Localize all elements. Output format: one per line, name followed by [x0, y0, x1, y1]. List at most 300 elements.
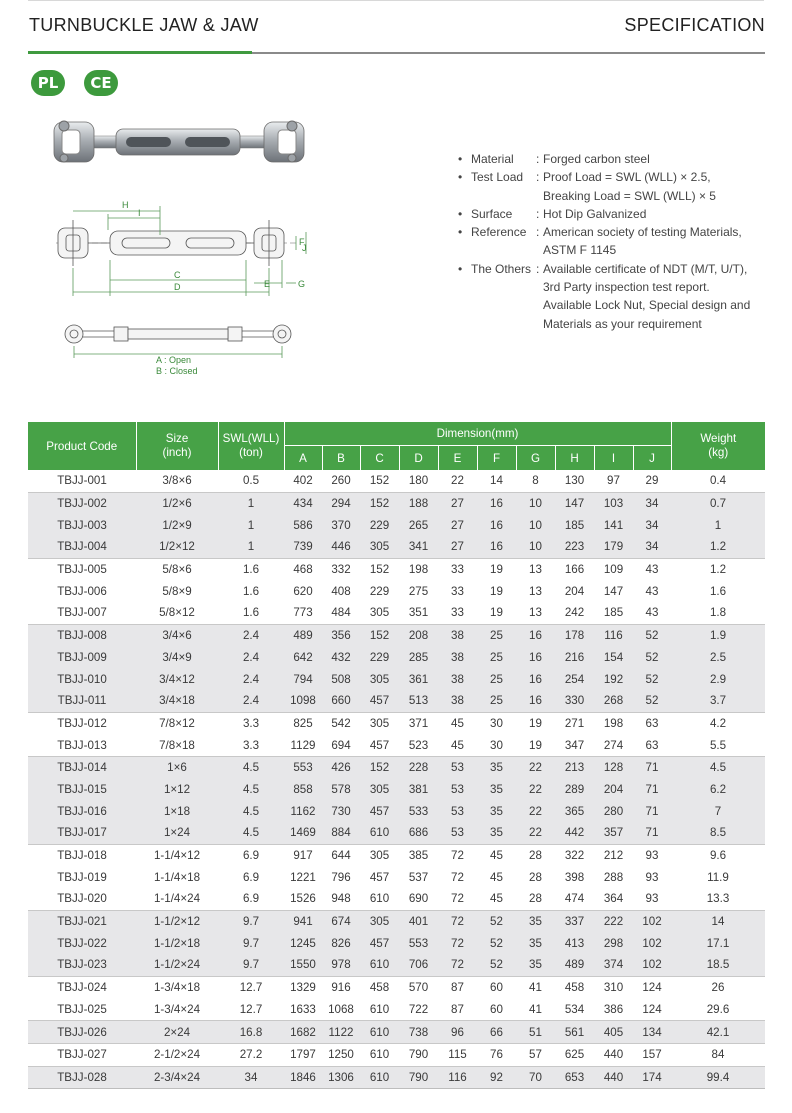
table-cell: 6.2	[671, 779, 765, 801]
table-cell: 52	[477, 932, 516, 954]
spec-item-continued	[458, 315, 788, 333]
table-cell: 660	[322, 690, 360, 712]
table-cell: 204	[564, 584, 585, 598]
spec-colon	[536, 278, 543, 296]
table-cell: 457	[360, 690, 399, 712]
table-cell: 298	[594, 932, 633, 954]
table-cell: 1-3/4×18	[136, 976, 218, 998]
table-cell: 578	[322, 779, 360, 801]
table-cell: 30	[477, 712, 516, 734]
table-cell: TBJJ-010	[28, 668, 136, 690]
table-cell: 275	[408, 584, 429, 598]
dim-label-c: C	[174, 270, 181, 280]
table-cell: 365	[555, 800, 594, 822]
table-cell: 72	[438, 910, 477, 932]
table-row	[28, 1021, 765, 1044]
table-cell: TBJJ-007	[57, 606, 107, 620]
table-cell: 310	[594, 976, 633, 998]
table-cell: 87	[438, 976, 477, 998]
turnbuckle-illustration	[40, 110, 310, 380]
table-cell: 13	[529, 606, 542, 620]
table-cell: 12.7	[218, 976, 284, 998]
table-cell: 134	[633, 1021, 671, 1044]
table-cell: 2.4	[218, 647, 284, 669]
table-cell: 457	[360, 800, 399, 822]
table-cell: 1797	[284, 1043, 322, 1066]
table-row	[28, 580, 765, 602]
table-cell: 489	[284, 624, 322, 646]
spec-label: Material	[471, 152, 514, 166]
table-cell: 2×24	[136, 1021, 218, 1044]
table-cell: 4.5	[218, 800, 284, 822]
table-cell: TBJJ-015	[28, 779, 136, 801]
table-row	[28, 536, 765, 558]
table-cell: 71	[633, 779, 671, 801]
table-cell: 38	[438, 624, 477, 646]
table-cell: 185	[603, 606, 624, 620]
table-row	[28, 822, 765, 844]
table-cell: 796	[331, 870, 351, 884]
table-cell: 35	[516, 910, 555, 932]
table-cell: 166	[555, 558, 594, 580]
table-cell: 30	[490, 738, 503, 752]
table-cell: 586	[284, 514, 322, 536]
spec-value: Proof Load = SWL (WLL) × 2.5,	[543, 170, 711, 185]
table-cell: TBJJ-014	[28, 756, 136, 778]
table-cell: 426	[322, 756, 360, 778]
table-row	[28, 734, 765, 756]
page-title: TURNBUCKLE JAW & JAW	[29, 15, 259, 35]
table-cell: 3/4×6	[136, 624, 218, 646]
table-cell: 474	[564, 892, 585, 906]
table-cell: 29	[645, 474, 659, 488]
table-cell: 26	[671, 976, 765, 998]
table-row	[28, 647, 765, 669]
table-cell: 0.4	[709, 474, 727, 488]
table-cell: 288	[603, 870, 624, 884]
table-cell: 35	[477, 822, 516, 844]
table-cell: 1068	[328, 1002, 354, 1016]
table-cell: 38	[438, 668, 477, 690]
bullet	[458, 241, 471, 259]
table-cell: 5/8×6	[136, 558, 218, 580]
table-cell: 610	[360, 822, 399, 844]
table-cell: 60	[477, 976, 516, 998]
table-cell: 2.4	[218, 624, 284, 646]
table-cell: 405	[594, 1021, 633, 1044]
table-cell: 27.2	[218, 1043, 284, 1066]
table-cell: 1221	[290, 870, 316, 884]
table-cell: 19	[477, 558, 516, 580]
table-cell: 13.3	[706, 892, 730, 906]
table-cell: 1846	[284, 1066, 322, 1089]
table-cell: 180	[408, 474, 429, 488]
table-cell: 45	[490, 892, 503, 906]
table-cell: 738	[399, 1021, 438, 1044]
table-cell: 152	[360, 624, 399, 646]
table-row	[28, 492, 765, 514]
table-cell: 53	[438, 822, 477, 844]
table-cell: 72	[451, 892, 464, 906]
table-cell: 22	[516, 822, 555, 844]
table-row	[28, 624, 765, 646]
table-cell: 242	[564, 606, 585, 620]
table-cell: 4.5	[218, 756, 284, 778]
table-cell: 7/8×18	[159, 738, 195, 752]
table-cell: 537	[408, 870, 429, 884]
table-cell: 174	[633, 1066, 671, 1089]
table-cell: TBJJ-018	[28, 844, 136, 866]
table-cell: 6.9	[242, 892, 260, 906]
table-cell: 351	[408, 606, 429, 620]
table-cell: 884	[322, 822, 360, 844]
table-cell: 72	[438, 932, 477, 954]
table-row	[28, 800, 765, 822]
legend-open: A : Open	[156, 355, 192, 365]
spec-label: Surface	[471, 206, 513, 221]
table-cell: TBJJ-013	[57, 738, 107, 752]
turnbuckle-photo	[54, 121, 304, 162]
spec-item	[458, 168, 788, 186]
spec-colon	[536, 241, 543, 259]
spec-colon: :	[536, 170, 540, 185]
header-dim-f: F	[477, 446, 516, 471]
table-cell: 2.5	[671, 647, 765, 669]
table-row	[28, 712, 765, 734]
table-row	[28, 602, 765, 624]
table-row	[28, 756, 765, 778]
table-cell: 4.2	[671, 712, 765, 734]
table-cell: 1122	[322, 1021, 360, 1044]
table-cell: 124	[633, 976, 671, 998]
table-cell: TBJJ-016	[28, 800, 136, 822]
table-cell: 1-1/2×18	[136, 932, 218, 954]
ce-certification-badge: CE	[84, 70, 118, 96]
table-cell: 370	[322, 514, 360, 536]
table-cell: 3/4×9	[136, 647, 218, 669]
table-cell: 52	[477, 954, 516, 976]
table-cell: 653	[555, 1066, 594, 1089]
table-cell: 305	[360, 910, 399, 932]
spec-value: Hot Dip Galvanized	[543, 206, 647, 221]
table-cell: 3/4×12	[136, 668, 218, 690]
header-weight: Weight (kg)	[671, 422, 765, 470]
spec-colon	[536, 187, 543, 205]
table-cell: 7/8×12	[136, 712, 218, 734]
table-cell: 1.8	[709, 606, 727, 620]
table-cell: 130	[564, 474, 585, 488]
spec-item-continued	[458, 278, 788, 296]
table-cell: 1-1/2×24	[136, 954, 218, 976]
table-cell: 625	[555, 1043, 594, 1066]
spec-value: Available certificate of NDT (M/T, U/T),	[543, 261, 748, 276]
table-cell: 204	[594, 779, 633, 801]
table-cell: 72	[451, 870, 464, 884]
table-cell: 92	[477, 1066, 516, 1089]
table-cell: 690	[408, 892, 429, 906]
table-cell: 28	[529, 892, 542, 906]
table-cell: 185	[555, 514, 594, 536]
header-swl: SWL(WLL) (ton)	[218, 422, 284, 470]
table-cell: 22	[516, 779, 555, 801]
table-cell: 374	[594, 954, 633, 976]
table-cell: TBJJ-004	[28, 536, 136, 558]
spec-value: 3rd Party inspection test report.	[543, 280, 710, 295]
table-cell: 468	[284, 558, 322, 580]
table-cell: 22	[516, 756, 555, 778]
header-dim-g: G	[516, 446, 555, 471]
table-cell: 730	[322, 800, 360, 822]
table-cell: 10	[516, 536, 555, 558]
table-cell: 458	[555, 976, 594, 998]
table-cell: 280	[594, 800, 633, 822]
table-cell: 16	[477, 536, 516, 558]
spec-label: Test Load	[471, 170, 524, 185]
table-row	[28, 999, 765, 1021]
table-cell: 43	[633, 558, 671, 580]
table-cell: 27	[438, 536, 477, 558]
table-cell: 17.1	[671, 932, 765, 954]
table-cell: 610	[360, 1043, 399, 1066]
table-cell: 38	[438, 647, 477, 669]
table-cell: 33	[451, 606, 464, 620]
table-cell: 63	[633, 712, 671, 734]
table-cell: 1098	[284, 690, 322, 712]
dim-label-h: H	[122, 200, 129, 210]
table-cell: 22	[516, 800, 555, 822]
table-cell: TBJJ-022	[28, 932, 136, 954]
table-cell: 337	[555, 910, 594, 932]
table-cell: 27	[438, 514, 477, 536]
table-cell: 71	[633, 822, 671, 844]
table-cell: 3.3	[218, 712, 284, 734]
table-cell: 70	[516, 1066, 555, 1089]
table-cell: 45	[477, 844, 516, 866]
table-cell: 1.6	[709, 584, 727, 598]
table-cell: 152	[360, 492, 399, 514]
table-cell: 706	[399, 954, 438, 976]
table-cell: 198	[594, 712, 633, 734]
table-cell: 644	[322, 844, 360, 866]
table-cell: 542	[322, 712, 360, 734]
table-cell: 401	[399, 910, 438, 932]
table-cell: 5/8×9	[162, 584, 192, 598]
title-underline-accent	[28, 51, 252, 54]
table-cell: 508	[322, 668, 360, 690]
table-cell: 305	[369, 606, 390, 620]
table-cell: 916	[322, 976, 360, 998]
table-cell: 43	[645, 606, 659, 620]
table-cell: 457	[360, 932, 399, 954]
spec-value: Breaking Load = SWL (WLL) × 5	[543, 188, 716, 203]
table-cell: 440	[594, 1066, 633, 1089]
header-dim-d: D	[399, 446, 438, 471]
table-cell: 198	[399, 558, 438, 580]
spec-colon: :	[536, 225, 540, 240]
table-cell: 43	[645, 584, 659, 598]
pl-certification-badge: PL	[31, 70, 65, 96]
spec-label	[471, 241, 536, 259]
table-cell: 432	[322, 647, 360, 669]
table-cell: 523	[408, 738, 429, 752]
table-cell: 97	[607, 474, 620, 488]
table-cell: 16	[516, 647, 555, 669]
table-cell: TBJJ-027	[28, 1043, 136, 1066]
table-cell: 11.9	[707, 870, 729, 884]
spec-value: ASTM F 1145	[543, 243, 617, 258]
table-cell: 305	[360, 712, 399, 734]
table-cell: 29.6	[706, 1002, 730, 1016]
table-cell: 722	[408, 1002, 429, 1016]
table-cell: 66	[477, 1021, 516, 1044]
table-cell: TBJJ-006	[57, 584, 107, 598]
spec-colon: :	[536, 152, 540, 166]
spec-item	[458, 223, 788, 241]
table-cell: 457	[369, 870, 390, 884]
spec-label: Reference	[471, 225, 527, 240]
table-cell: 739	[284, 536, 322, 558]
table-cell: 25	[477, 647, 516, 669]
table-cell: 458	[360, 976, 399, 998]
table-cell: 7	[671, 800, 765, 822]
table-cell: 332	[322, 558, 360, 580]
table-cell: 1.9	[671, 624, 765, 646]
table-cell: 52	[633, 668, 671, 690]
table-cell: 790	[399, 1066, 438, 1089]
table-cell: 93	[633, 844, 671, 866]
header-dim-c: C	[360, 446, 399, 471]
table-cell: 63	[645, 738, 659, 752]
table-cell: 3.7	[671, 690, 765, 712]
table-cell: 825	[284, 712, 322, 734]
spec-item	[458, 260, 788, 278]
table-cell: 917	[284, 844, 322, 866]
table-cell: 1×24	[136, 822, 218, 844]
dim-label-e: E	[264, 279, 271, 289]
table-cell: 9.7	[218, 932, 284, 954]
table-cell: 19	[490, 606, 503, 620]
table-cell: 216	[555, 647, 594, 669]
table-cell: 553	[284, 756, 322, 778]
table-cell: 1	[218, 536, 284, 558]
table-cell: 513	[399, 690, 438, 712]
bullet: •	[458, 152, 463, 166]
table-cell: 9.7	[218, 954, 284, 976]
table-cell: 87	[451, 1002, 464, 1016]
table-cell: 0.7	[671, 492, 765, 514]
table-row	[28, 558, 765, 580]
spec-item-continued	[458, 241, 788, 259]
spec-label	[471, 315, 536, 333]
table-cell: 60	[490, 1002, 503, 1016]
table-cell: 34	[633, 492, 671, 514]
table-cell: 341	[399, 536, 438, 558]
table-cell: 941	[284, 910, 322, 932]
table-cell: 1162	[284, 800, 322, 822]
table-cell: 179	[594, 536, 633, 558]
table-cell: 25	[477, 668, 516, 690]
table-cell: 28	[529, 870, 542, 884]
table-cell: 294	[322, 492, 360, 514]
spec-colon: :	[536, 206, 540, 221]
table-cell: 25	[477, 690, 516, 712]
table-cell: 1.2	[671, 558, 765, 580]
table-cell: 1-1/4×24	[153, 892, 201, 906]
table-cell: 16	[516, 668, 555, 690]
spec-value: Materials as your requirement	[543, 316, 702, 331]
table-cell: TBJJ-012	[28, 712, 136, 734]
table-cell: 52	[477, 910, 516, 932]
table-row	[28, 668, 765, 690]
table-cell: 28	[516, 844, 555, 866]
table-cell: 948	[331, 892, 351, 906]
table-cell: 1526	[290, 892, 316, 906]
table-cell: 254	[555, 668, 594, 690]
table-row	[28, 888, 765, 910]
header-dim-b: B	[322, 446, 360, 471]
table-cell: 978	[322, 954, 360, 976]
table-cell: 116	[438, 1066, 477, 1089]
header-product-code: Product Code	[28, 422, 136, 470]
table-cell: 268	[594, 690, 633, 712]
spec-value: Available Lock Nut, Special design and	[543, 298, 751, 313]
table-row	[28, 470, 765, 492]
table-cell: 103	[594, 492, 633, 514]
table-cell: 115	[438, 1043, 477, 1066]
table-cell: 9.6	[671, 844, 765, 866]
table-cell: 71	[633, 800, 671, 822]
bullet	[458, 278, 471, 296]
table-cell: 10	[516, 492, 555, 514]
dim-label-j: J	[302, 243, 307, 253]
table-cell: 16	[477, 492, 516, 514]
table-cell: 16.8	[218, 1021, 284, 1044]
table-cell: 45	[490, 870, 503, 884]
table-cell: 2.4	[218, 690, 284, 712]
table-cell: 152	[369, 474, 390, 488]
table-cell: 147	[555, 492, 594, 514]
table-cell: 440	[594, 1043, 633, 1066]
table-cell: TBJJ-011	[28, 690, 136, 712]
table-cell: 51	[516, 1021, 555, 1044]
table-cell: TBJJ-028	[28, 1066, 136, 1089]
table-cell: 13	[516, 558, 555, 580]
header-dim-a: A	[284, 446, 322, 471]
table-cell: 1469	[284, 822, 322, 844]
spec-label	[471, 278, 536, 296]
table-cell: 305	[360, 668, 399, 690]
table-cell: 1.6	[218, 558, 284, 580]
table-cell: TBJJ-003	[28, 514, 136, 536]
table-cell: 610	[369, 1002, 390, 1016]
table-cell: 322	[555, 844, 594, 866]
table-cell: 408	[331, 584, 351, 598]
table-cell: 14	[671, 910, 765, 932]
table-cell: 2-3/4×24	[136, 1066, 218, 1089]
table-cell: 305	[360, 536, 399, 558]
table-cell: 33	[451, 584, 464, 598]
table-cell: 53	[438, 756, 477, 778]
table-cell: 2.4	[218, 668, 284, 690]
bullet	[458, 296, 471, 314]
table-cell: 773	[293, 606, 313, 620]
table-cell: TBJJ-009	[28, 647, 136, 669]
table-cell: 152	[360, 756, 399, 778]
table-row	[28, 932, 765, 954]
spec-colon: :	[536, 261, 540, 276]
table-cell: 533	[399, 800, 438, 822]
table-cell: 102	[633, 932, 671, 954]
